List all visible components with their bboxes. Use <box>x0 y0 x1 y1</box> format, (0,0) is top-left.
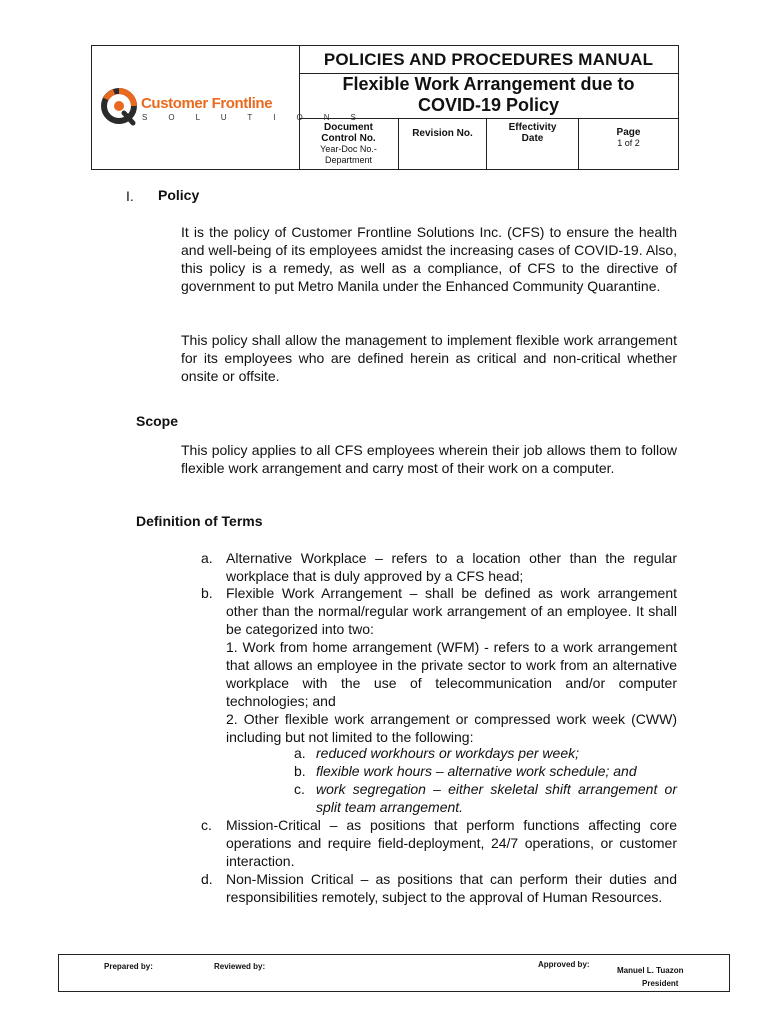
approver-name: Manuel L. Tuazon <box>617 966 684 975</box>
term-b-text: Flexible Work Arrangement – shall be defined as work arrangement other than the normal/regular work arrangement of an employee. It shall be categorized into two: <box>226 585 677 637</box>
term-c-text: Mission-Critical – as positions that perform functions affecting core operations and require field-deployment, 24/7 operations, or customer interaction. <box>226 817 677 869</box>
policy-title-line2: COVID-19 Policy <box>417 95 560 115</box>
section-number: I. <box>126 188 134 204</box>
company-logo-icon <box>100 87 138 127</box>
term-a-text: Alternative Workplace – refers to a location other than the regular workplace that is duly approved by a CFS head; <box>226 550 677 584</box>
reviewed-by-label: Reviewed by: <box>214 962 266 971</box>
term-b-marker: b. <box>201 585 213 601</box>
page-value: 1 of 2 <box>617 138 640 148</box>
effectivity-label-2: Date <box>521 133 544 144</box>
section-title: Policy <box>158 187 200 203</box>
term-b1-text: 1. Work from home arrangement (WFM) - refers to a work arrangement that allows an employee in the private sector to work from an alternative workplace with the use of telecommunication and/or computer technologies; and <box>226 639 677 709</box>
signature-footer <box>58 954 730 992</box>
policy-paragraph-2: This policy shall allow the management to implement flexible work arrangement for its employees who are defined herein as critical and non-critical whether onsite or offsite. <box>181 332 677 384</box>
term-d-marker: d. <box>201 871 213 887</box>
page-cell <box>579 119 678 169</box>
sub-b-text: flexible work hours – alternative work schedule; and <box>316 763 637 779</box>
definition-of-terms-heading: Definition of Terms <box>136 513 263 529</box>
term-d-text: Non-Mission Critical – as positions that can perform their duties and responsibilities remotely, subject to the approval of Human Resources. <box>226 871 677 905</box>
sub-a-marker: a. <box>294 745 306 761</box>
sub-b-marker: b. <box>294 763 306 779</box>
effectivity-label-1: Effectivity <box>508 122 557 133</box>
doc-control-label-2: Control No. <box>321 133 376 144</box>
term-c-marker: c. <box>201 817 212 833</box>
scope-heading: Scope <box>136 413 179 429</box>
term-a-marker: a. <box>201 550 213 566</box>
doc-control-label-1: Document <box>324 122 373 133</box>
prepared-by-label: Prepared by: <box>104 962 153 971</box>
approver-title: President <box>642 979 679 988</box>
term-b2-text: 2. Other flexible work arrangement or compressed work week (CWW) including but not limited to the following: <box>226 711 677 745</box>
doc-control-cell <box>299 119 399 169</box>
document-info-row <box>299 119 678 169</box>
manual-title: POLICIES AND PROCEDURES MANUAL <box>299 46 678 74</box>
page-label: Page <box>616 127 641 138</box>
scope-paragraph: This policy applies to all CFS employees wherein their job allows them to follow flexible work arrangement and carry most of their work on a computer. <box>181 442 677 476</box>
approved-by-label: Approved by: <box>538 960 590 969</box>
policy-title-line1: Flexible Work Arrangement due to <box>342 74 635 94</box>
logo-name: Customer Frontline <box>141 95 273 112</box>
revision-cell <box>399 119 487 169</box>
revision-label: Revision No. <box>412 127 473 139</box>
document-header <box>91 45 679 170</box>
sub-c-text: work segregation – either skeletal shift arrangement or split team arrangement. <box>316 781 677 815</box>
effectivity-cell <box>487 119 579 169</box>
logo-subtitle: S O L U T I O N S <box>142 113 366 122</box>
sub-c-marker: c. <box>294 781 305 797</box>
doc-control-value-2: Department <box>324 155 373 165</box>
doc-control-value-1: Year-Doc No.- <box>320 144 377 154</box>
sub-a-text: reduced workhours or workdays per week; <box>316 745 580 761</box>
policy-title <box>299 74 678 119</box>
policy-paragraph-1: It is the policy of Customer Frontline Solutions Inc. (CFS) to ensure the health and well-being of its employees amidst the increasing cases of COVID-19. Also, this policy is a remedy, as well as a compliance, of CFS to the directive of government to put Metro Manila under the Enhanced Community Quarantine. <box>181 224 677 294</box>
